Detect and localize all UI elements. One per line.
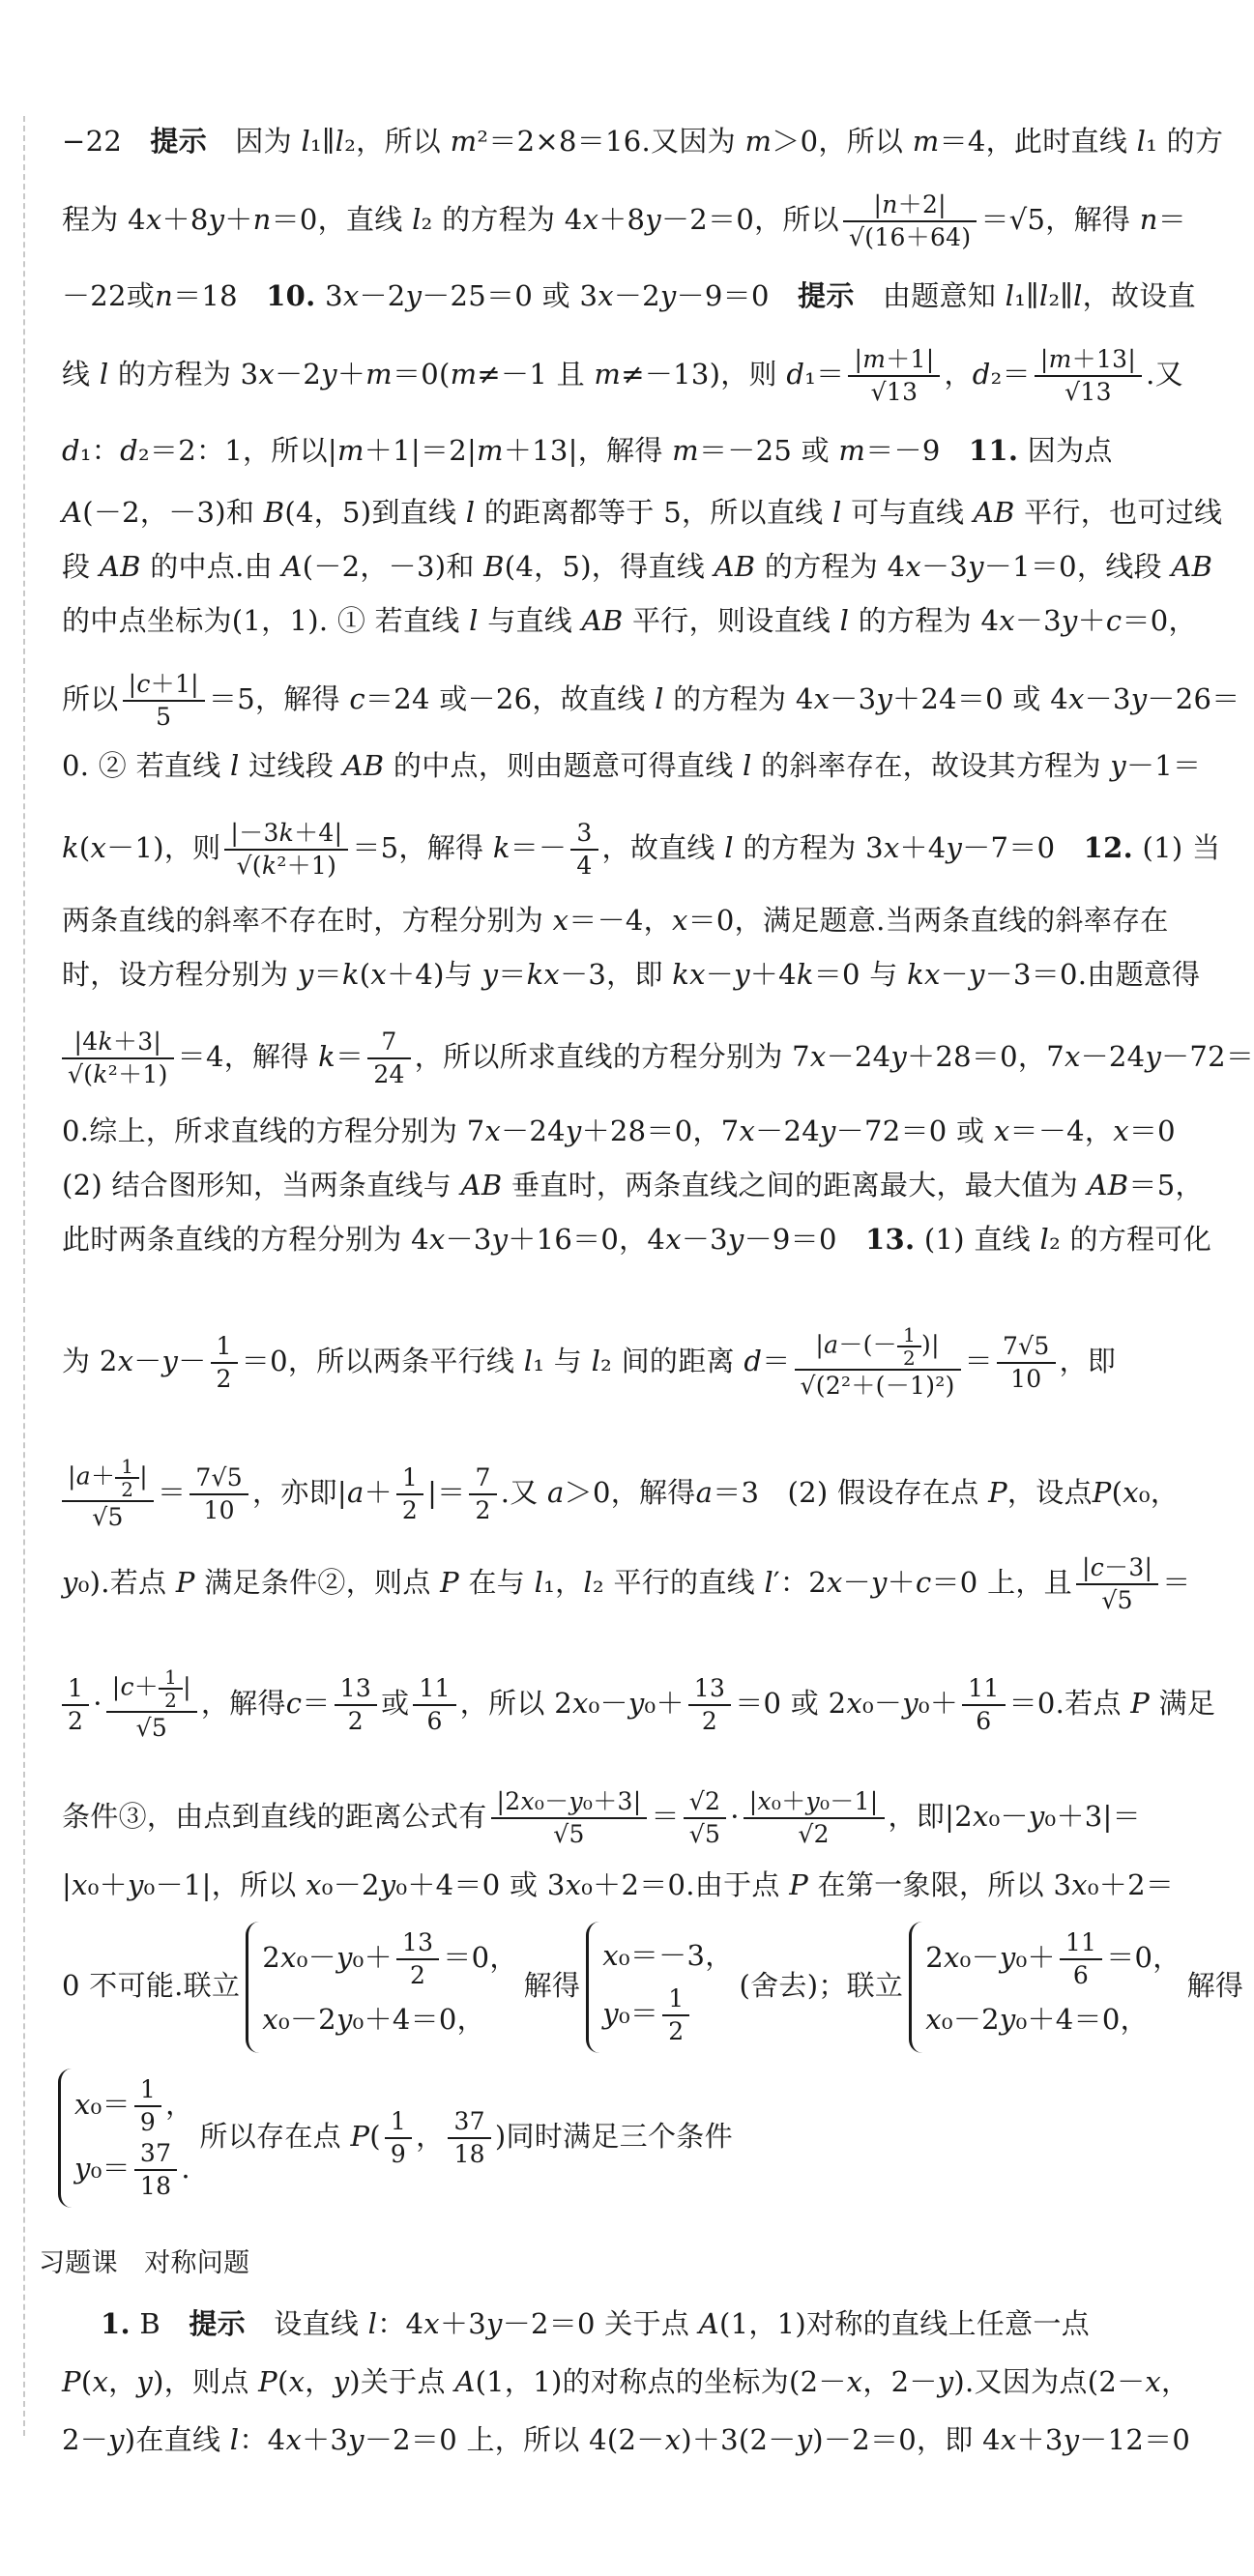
text-line-16: (2) 结合图形知，当两条直线与 AB 垂直时，两条直线之间的距离最大，最大值为 AB＝5， — [62, 1169, 1204, 1201]
text-line-4: 线 l 的方程为 3x－2y＋m＝0(m≠－1 且 m≠－13)，则 d₁＝ $\frac{|m+1|}{√13}$ ，d₂＝ $\frac{|m+13|}{√13}$ .又 — [62, 345, 1183, 406]
text-line-2: 程为 4x＋8y＋n＝0，直线 l₂ 的方程为 4x＋8y－2＝0，所以 $\frac{|n+2|}{√(16+64)}$ ＝√5，解得 n＝ — [62, 190, 1186, 251]
text-line-19: |a＋ $\frac{1}{2}$ | √5 ＝ $\frac{7√5}{10}$ ，亦即|a＋ $\frac{1}{2}$ |＝ $\frac{7}{2}$ .又 a＞0，解得a＝3 (2) 假设存在点 P，设点P(x₀， — [62, 1456, 1169, 1533]
text-line-21: $\frac{1}{2}$ · |c＋ $\frac{1}{2}$ | √5 ，解得c＝ $\frac{13}{2}$ 或 $\frac{11}{6}$ ，所以 2x₀－y₀＋ $\frac{13}{2}$ ＝0 或 2x₀－y₀＋ $\frac{11}{6}$ ＝0.若点 P 满足 — [62, 1666, 1169, 1744]
text-line-25: x₀＝ $\frac{1}{9}$ ， y₀＝ $\frac{37}{18}$ . 所以存在点 P( $\frac{1}{9}$ ， $\frac{37}{18}$ )同时满足三个条件 — [52, 2069, 1169, 2208]
margin-dashed-line — [23, 116, 25, 2436]
text-line-24: 0 不可能.联立 2x₀－y₀＋ $\frac{13}{2}$ ＝0， x₀－2y₀＋4＝0， 解得 x₀＝－3， y₀＝ $\frac{1}{2}$ (舍去)；联立 2x₀－y₀＋ $\frac{11}{6}$ ＝0， x₀－2y₀＋4＝0， 解得 — [62, 1922, 1169, 2053]
text-line-14: $\frac{|4k+3|}{\text{√(k²＋1)}}$ ＝4，解得 k＝ $\frac{7}{24}$ ，所以所求直线的方程分别为 7x－24y＋28＝0，7x－24y－72＝ — [62, 1027, 1169, 1090]
text-line-6: A(－2，－3)和 B(4，5)到直线 l 的距离都等于 5，所以直线 l 可与直线 AB 平行，也可过线 — [62, 496, 1223, 529]
text-line-12: 两条直线的斜率不存在时，方程分别为 x＝－4，x＝0，满足题意.当两条直线的斜率存在 — [62, 904, 1169, 937]
text-line-29: 2－y)在直线 l：4x＋3y－2＝0 上，所以 4(2－x)＋3(2－y)－2＝0，即 4x＋3y－12＝0 — [62, 2423, 1191, 2456]
text-line-15: 0.综上，所求直线的方程分别为 7x－24y＋28＝0，7x－24y－72＝0 或 x＝－4，x＝0 — [62, 1114, 1176, 1147]
text-line-8: 的中点坐标为(1，1). ① 若直线 l 与直线 AB 平行，则设直线 l 的方程为 4x－3y＋c＝0， — [62, 604, 1197, 637]
text-line-17: 此时两条直线的方程分别为 4x－3y＋16＝0，4x－3y－9＝0 13. (1) 直线 l₂ 的方程可化 — [62, 1223, 1212, 1256]
section-heading: 习题课 对称问题 — [39, 2248, 250, 2278]
text-line-20: y₀).若点 P 满足条件②，则点 P 在与 l₁，l₂ 平行的直线 l′：2x－y＋c＝0 上，且 $\frac{|c-3|}{√5}$ ＝ — [62, 1553, 1191, 1614]
text-line-9: 所以 $\frac{|c+1|}{5}$ ＝5，解得 c＝24 或－26，故直线 l 的方程为 4x－3y＋24＝0 或 4x－3y－26＝ — [62, 670, 1240, 731]
text-line-5: d₁：d₂＝2：1，所以|m＋1|＝2|m＋13|，解得 m＝－25 或 m＝－9 11. 因为点 — [62, 434, 1113, 467]
text-line-10: 0. ② 若直线 l 过线段 AB 的中点，则由题意可得直线 l 的斜率存在，故设其方程为 y－1＝ — [62, 749, 1202, 782]
text-line-11: k(x－1)，则 $\frac{|-3k+4|}{\text{√(k²＋1)}}$ ＝5，解得 k＝－ $\frac{3}{4}$ ，故直线 l 的方程为 3x＋4y－7＝0 12. (1) 当 — [62, 819, 1221, 880]
text-line-1: −22 提示 因为 l₁∥l₂，所以 m²＝2×8＝16.又因为 m＞0，所以 m＝4，此时直线 l₁ 的方 — [62, 125, 1224, 158]
text-line-22: 条件③，由点到直线的距离公式有 $\frac{\text{|2x₀－y₀＋3|}}{√5}$ ＝ $\frac{√2}{√5}$ · $\frac{\text{|x₀＋y₀－1|}}{√2}$ ，即|2x₀－y₀＋3|＝ — [62, 1787, 1141, 1848]
text-line-7: 段 AB 的中点.由 A(－2，－3)和 B(4，5)，得直线 AB 的方程为 4x－3y－1＝0，线段 AB — [62, 550, 1213, 583]
text-line-28: P(x，y)，则点 P(x，y)关于点 A(1，1)的对称点的坐标为(2－x，2－y).又因为点(2－x， — [62, 2365, 1190, 2398]
text-line-27: 1. B 提示 设直线 l：4x＋3y－2＝0 关于点 A(1，1)对称的直线上任意一点 — [101, 2307, 1091, 2340]
text-line-23: |x₀＋y₀－1|，所以 x₀－2y₀＋4＝0 或 3x₀＋2＝0.由于点 P 在第一象限，所以 3x₀＋2＝ — [62, 1868, 1175, 1901]
text-line-3: －22或n＝18 10. 3x－2y－25＝0 或 3x－2y－9＝0 提示 由题意知 l₁∥l₂∥l，故设直 — [62, 279, 1196, 312]
text-line-13: 时，设方程分别为 y＝k(x＋4)与 y＝kx－3，即 kx－y＋4k＝0 与 kx－y－3＝0.由题意得 — [62, 958, 1201, 991]
text-line-18: 为 2x－y－ $\frac{1}{2}$ ＝0，所以两条平行线 l₁ 与 l₂ 间的距离 d＝ |a－(－ $\frac{1}{2}$ )| √(2²＋(－1)²) ＝ $\frac{7√5}{10}$ ，即 — [62, 1323, 1117, 1400]
